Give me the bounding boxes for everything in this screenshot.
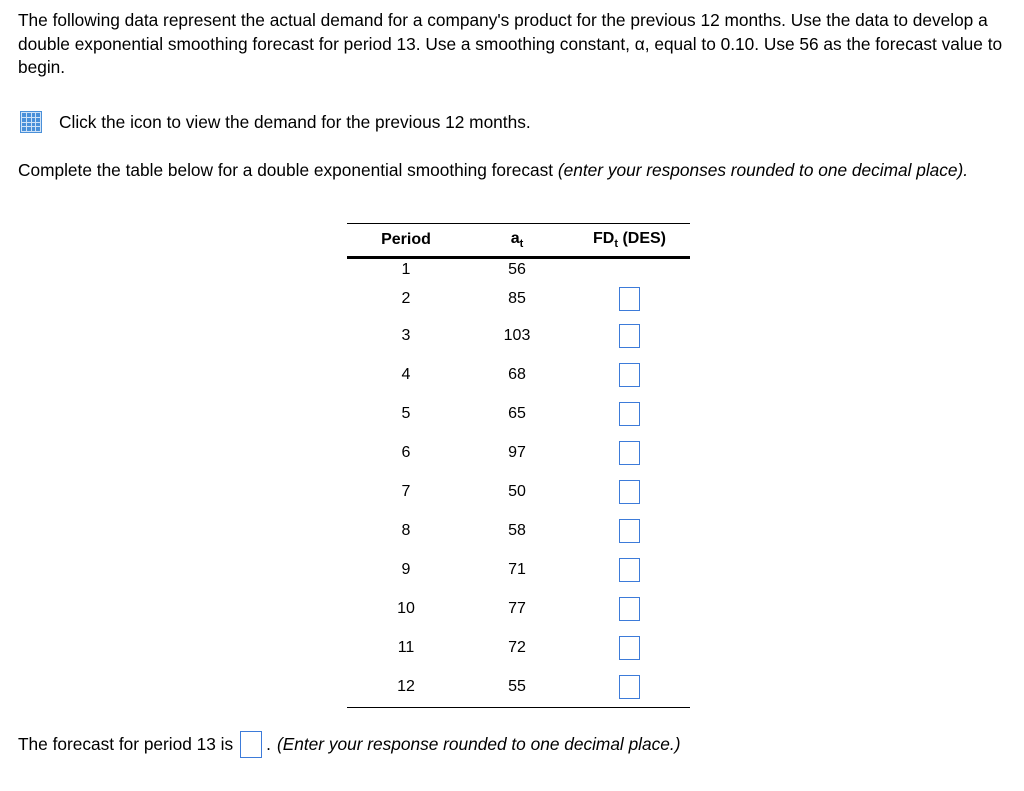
table-row xyxy=(347,512,690,551)
final-answer-row xyxy=(18,730,680,758)
data-link-row xyxy=(20,111,531,133)
forecast-cell xyxy=(569,512,690,551)
demand-cell: 55 xyxy=(465,667,569,708)
forecast-cell xyxy=(569,316,690,356)
forecast-cell xyxy=(569,282,690,316)
forecast-cell xyxy=(569,258,690,282)
period-cell: 2 xyxy=(401,289,411,307)
forecast-cell xyxy=(569,590,690,629)
period-cell: 10 xyxy=(397,600,415,617)
header-fd xyxy=(569,224,690,258)
period-13-forecast-input[interactable] xyxy=(240,731,262,758)
period-cell: 3 xyxy=(401,326,411,344)
period-cell: 4 xyxy=(401,366,411,383)
header-at xyxy=(465,224,569,258)
table-row xyxy=(347,258,690,282)
header-period: Period xyxy=(347,224,465,258)
forecast-cell xyxy=(569,473,690,512)
table-row xyxy=(347,282,690,316)
table-header-row xyxy=(347,224,690,258)
forecast-cell xyxy=(569,434,690,473)
table-row xyxy=(347,356,690,395)
table-row xyxy=(347,551,690,590)
header-fd-suffix: (DES) xyxy=(618,229,666,247)
forecast-cell xyxy=(569,667,690,708)
period-cell: 11 xyxy=(397,638,415,656)
final-hint: (Enter your response rounded to one decimal place.) xyxy=(276,733,681,754)
period-cell: 7 xyxy=(401,483,411,500)
demand-cell: 97 xyxy=(508,444,526,461)
forecast-input-period-2[interactable] xyxy=(619,287,640,311)
period-cell: 9 xyxy=(401,561,411,578)
demand-cell: 85 xyxy=(508,289,526,307)
header-at-sub: t xyxy=(519,238,524,251)
forecast-input-period-7[interactable] xyxy=(619,480,640,504)
table-row xyxy=(347,473,690,512)
forecast-cell xyxy=(569,395,690,434)
demand-cell: 72 xyxy=(508,638,526,656)
forecast-input-period-12[interactable] xyxy=(619,675,640,699)
table-grid-icon[interactable] xyxy=(20,111,42,133)
table-row xyxy=(347,395,690,434)
table-row xyxy=(347,590,690,629)
forecast-input-period-8[interactable] xyxy=(619,519,640,543)
forecast-cell xyxy=(569,551,690,590)
demand-cell: 77 xyxy=(508,600,526,617)
table-row xyxy=(347,629,690,667)
final-period: . xyxy=(266,733,271,754)
forecast-cell xyxy=(569,629,690,667)
forecast-input-period-3[interactable] xyxy=(619,324,640,348)
demand-cell: 65 xyxy=(508,405,526,422)
demand-cell: 103 xyxy=(503,326,531,344)
demand-cell: 71 xyxy=(508,561,526,578)
header-fd-sub: t xyxy=(614,238,618,251)
forecast-input-period-6[interactable] xyxy=(619,441,640,465)
table-row xyxy=(347,434,690,473)
instructions xyxy=(18,159,1008,183)
data-link-label: Click the icon to view the demand for the previous 12 months. xyxy=(59,111,531,132)
table-body xyxy=(347,258,690,708)
period-cell: 6 xyxy=(401,444,411,461)
instructions-text: Complete the table below for a double exponential smoothing forecast xyxy=(18,160,558,180)
instructions-italic: (enter your responses rounded to one decimal place). xyxy=(557,160,969,180)
period-cell: 5 xyxy=(401,405,411,422)
table-row xyxy=(347,316,690,356)
forecast-input-period-9[interactable] xyxy=(619,558,640,582)
forecast-input-period-4[interactable] xyxy=(619,363,640,387)
demand-cell: 50 xyxy=(508,483,526,500)
problem-statement: The following data represent the actual demand for a company's product for the previous 12 months. Use the data to develop a double exponential smoothing forecast for period 13. Use a smoothing constant, α, equal to 0.10. Use 56 as the forecast value to begin. xyxy=(18,10,1003,77)
demand-cell: 56 xyxy=(508,261,526,279)
forecast-input-period-5[interactable] xyxy=(619,402,640,426)
period-cell: 1 xyxy=(401,261,411,279)
demand-cell: 58 xyxy=(508,522,526,539)
forecast-input-period-11[interactable] xyxy=(619,636,640,660)
header-fd-main: FD xyxy=(593,229,615,247)
period-cell: 8 xyxy=(401,522,411,539)
table-row xyxy=(347,667,690,708)
forecast-cell xyxy=(569,356,690,395)
header-at-main: a xyxy=(510,229,520,247)
demand-cell: 68 xyxy=(508,366,526,383)
forecast-input-period-10[interactable] xyxy=(619,597,640,621)
period-cell: 12 xyxy=(347,667,465,708)
final-prefix: The forecast for period 13 is xyxy=(18,733,234,754)
demand-table xyxy=(347,223,690,708)
